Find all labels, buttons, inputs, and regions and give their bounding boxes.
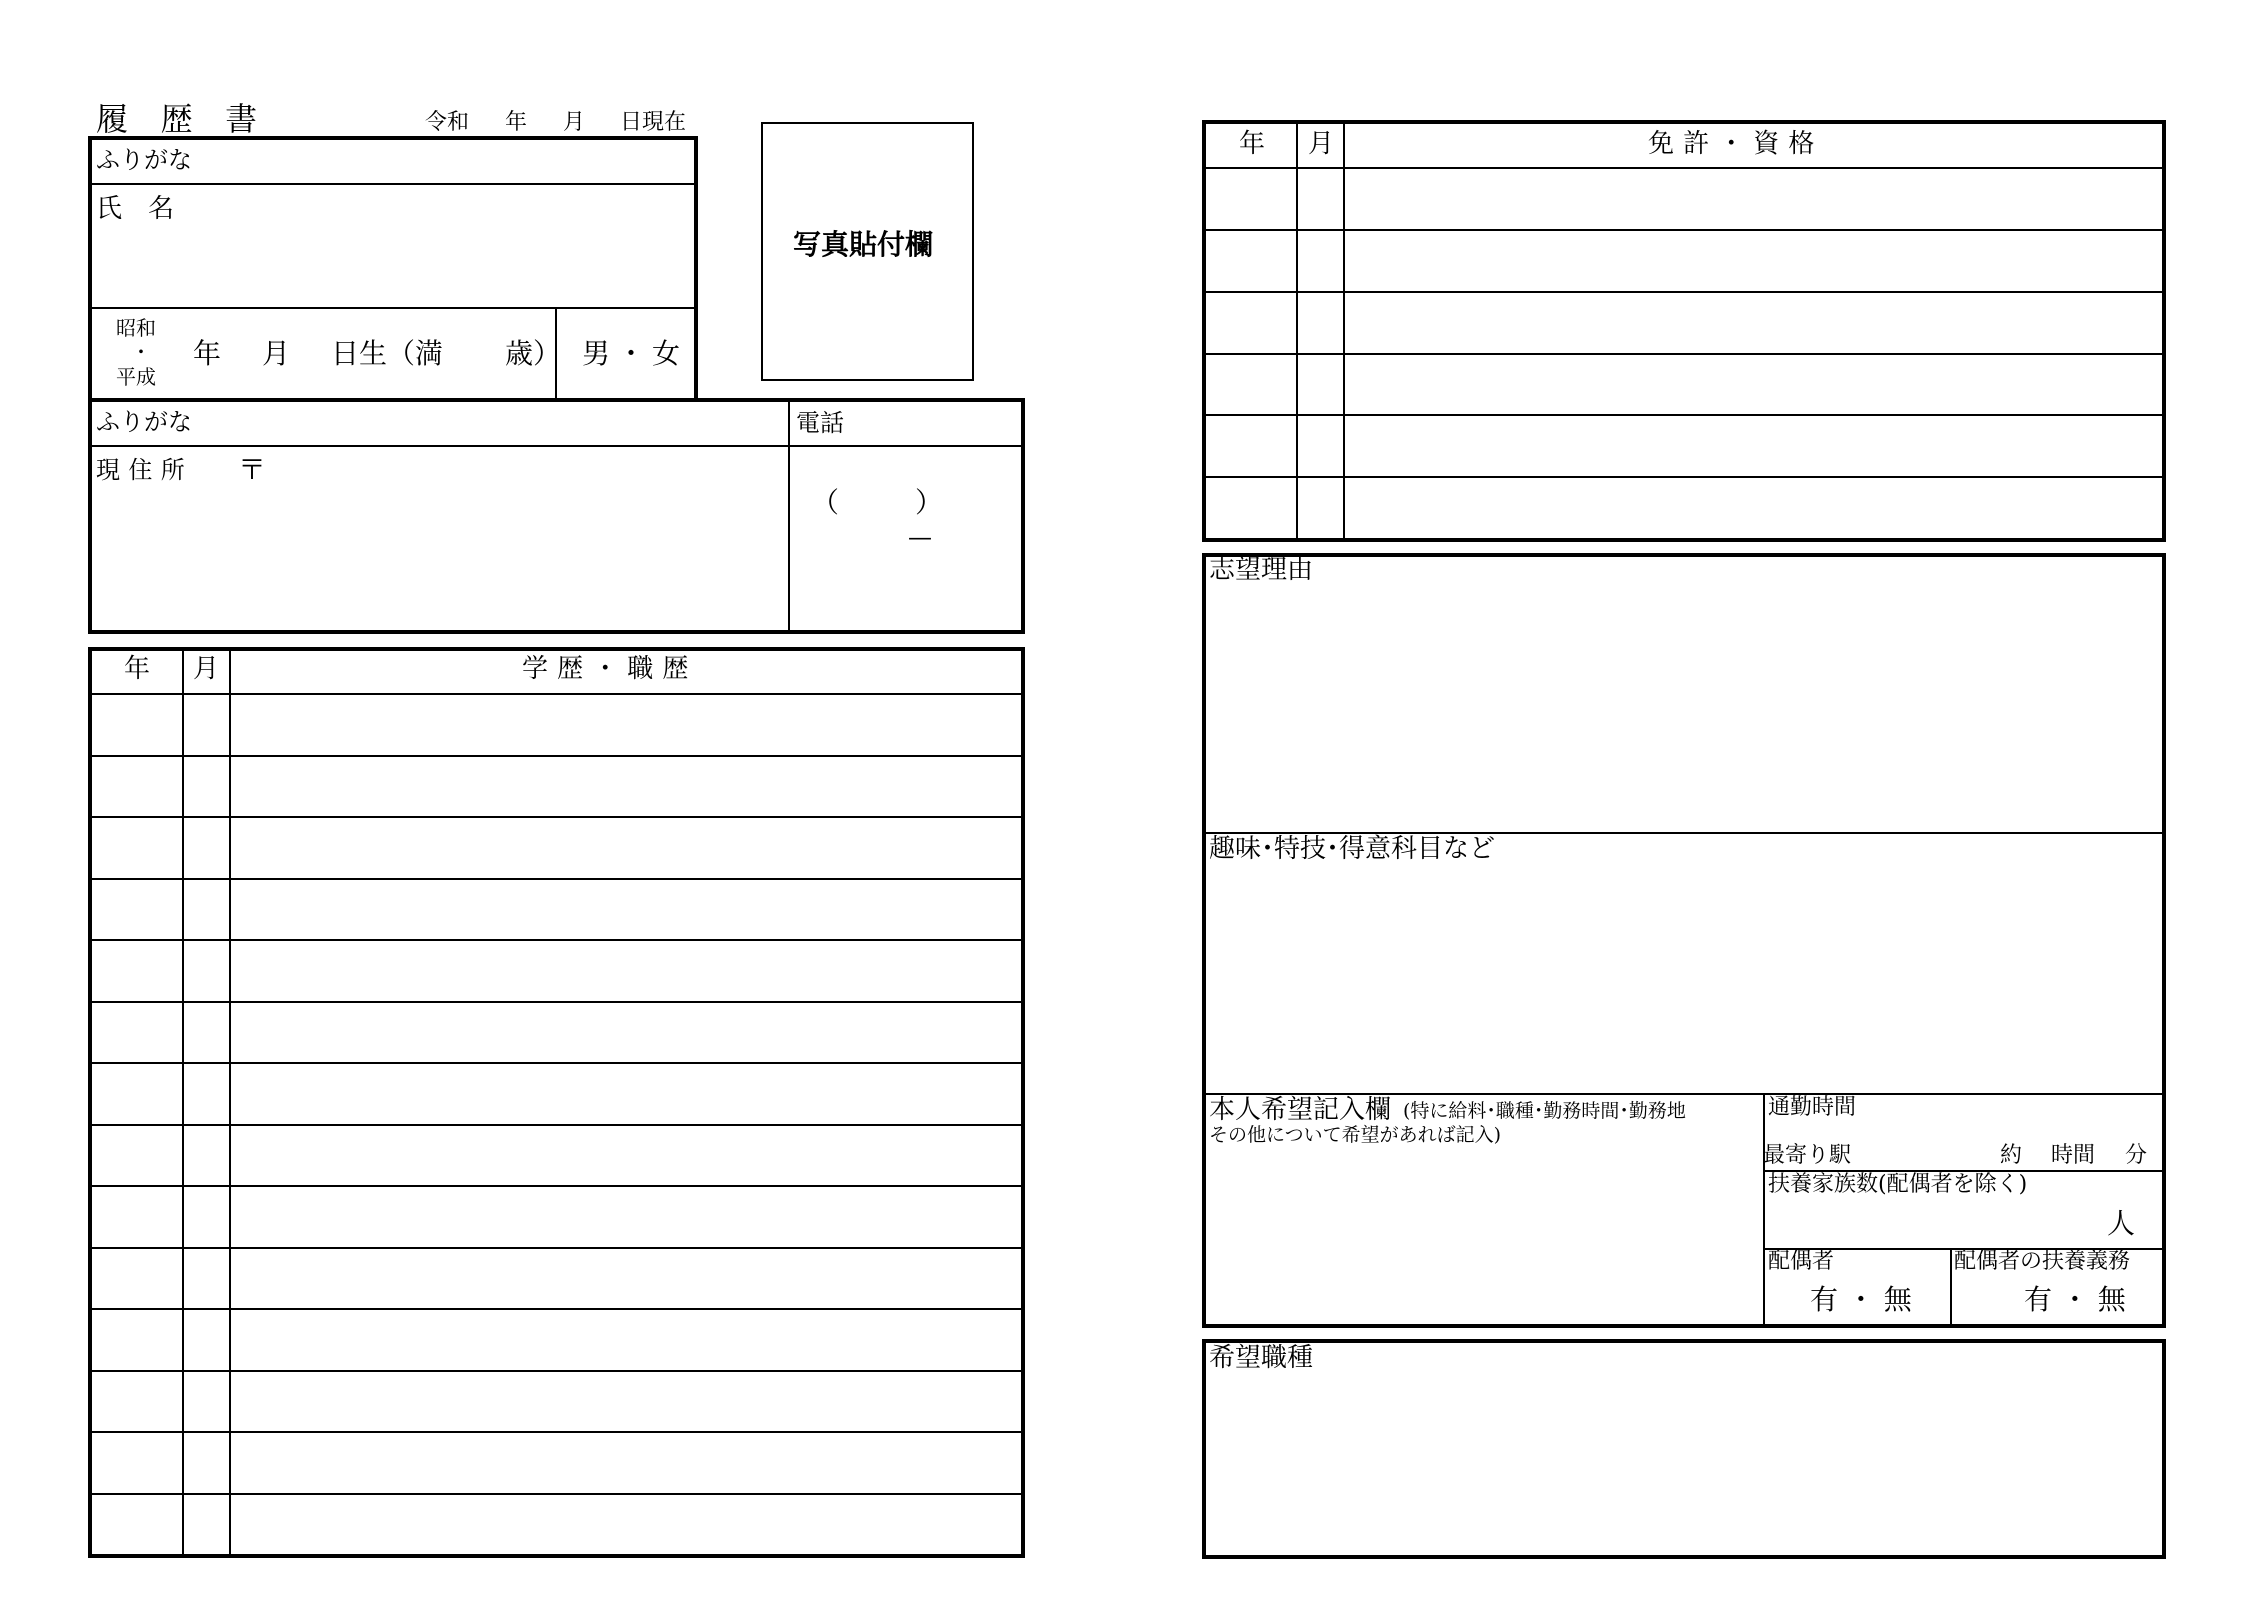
age-label: 歳）	[505, 337, 562, 370]
history-row-13-year-cell[interactable]	[94, 1434, 180, 1491]
commute-minutes-label: 分	[2125, 1143, 2148, 1168]
history-row-divider	[92, 1062, 1021, 1064]
history-row-10-month-cell[interactable]	[184, 1250, 227, 1307]
history-col-month: 月	[193, 654, 220, 684]
license-row-divider	[1206, 167, 2162, 169]
history-row-divider	[92, 878, 1021, 880]
history-row-divider	[92, 1308, 1021, 1310]
license-col-month: 月	[1308, 129, 1335, 159]
history-row-8-content-cell[interactable]	[231, 1127, 1019, 1184]
era-heisei-label: 平成	[116, 365, 156, 389]
history-row-12-month-cell[interactable]	[184, 1373, 227, 1430]
history-row-2-month-cell[interactable]	[184, 758, 227, 815]
phone-area-close-paren: ）	[915, 486, 944, 519]
history-row-9-year-cell[interactable]	[94, 1188, 180, 1245]
history-row-14-month-cell[interactable]	[184, 1496, 227, 1553]
wishes-note-1: (特に給料･職種･勤務時間･勤務地	[1403, 1100, 1686, 1122]
history-row-7-month-cell[interactable]	[184, 1065, 227, 1122]
history-row-12-content-cell[interactable]	[231, 1373, 1019, 1430]
address-field[interactable]	[94, 450, 784, 628]
license-row-4-content-cell[interactable]	[1345, 356, 2160, 413]
birth-month-label: 月	[262, 337, 291, 370]
history-row-6-month-cell[interactable]	[184, 1004, 227, 1061]
wishes-field[interactable]	[1208, 1150, 1758, 1322]
address-label: 現住所	[96, 456, 194, 484]
history-row-divider	[92, 1185, 1021, 1187]
history-row-divider	[92, 816, 1021, 818]
hobbies-field[interactable]	[1208, 870, 2160, 1090]
history-row-1-content-cell[interactable]	[231, 696, 1019, 753]
wishes-note-2: その他について希望があれば記入)	[1209, 1124, 1502, 1146]
date-month-label: 月	[563, 110, 586, 135]
license-row-2-year-cell[interactable]	[1208, 232, 1294, 289]
history-row-13-month-cell[interactable]	[184, 1434, 227, 1491]
history-row-2-year-cell[interactable]	[94, 758, 180, 815]
history-row-10-year-cell[interactable]	[94, 1250, 180, 1307]
history-row-1-year-cell[interactable]	[94, 696, 180, 753]
birth-year-label: 年	[193, 337, 222, 370]
history-row-3-year-cell[interactable]	[94, 819, 180, 876]
history-row-3-month-cell[interactable]	[184, 819, 227, 876]
history-row-5-content-cell[interactable]	[231, 942, 1019, 999]
history-row-divider	[92, 1493, 1021, 1495]
spouse-label: 配偶者	[1768, 1249, 1835, 1274]
license-row-4-month-cell[interactable]	[1298, 356, 1341, 413]
photo-label: 写真貼付欄	[793, 229, 934, 260]
license-row-2-month-cell[interactable]	[1298, 232, 1341, 289]
license-row-divider	[1206, 353, 2162, 355]
name-furigana-label: ふりがな	[96, 146, 192, 174]
license-row-3-year-cell[interactable]	[1208, 294, 1294, 351]
history-row-divider	[92, 693, 1021, 695]
spouse-support-options[interactable]: 有 ・ 無	[2024, 1283, 2126, 1316]
history-col-year: 年	[124, 654, 151, 684]
history-row-4-month-cell[interactable]	[184, 881, 227, 938]
date-year-label: 年	[505, 110, 528, 135]
commute-approx-label: 約	[2000, 1143, 2023, 1168]
history-row-14-content-cell[interactable]	[231, 1496, 1019, 1553]
name-field[interactable]	[94, 188, 690, 303]
history-row-1-month-cell[interactable]	[184, 696, 227, 753]
gender-options[interactable]: 男・女	[582, 337, 688, 370]
phone-label: 電話	[796, 409, 844, 437]
license-row-1-year-cell[interactable]	[1208, 170, 1294, 227]
address-furigana-label: ふりがな	[96, 408, 192, 436]
spouse-options[interactable]: 有 ・ 無	[1810, 1283, 1912, 1316]
history-row-divider	[92, 939, 1021, 941]
license-row-5-content-cell[interactable]	[1345, 417, 2160, 474]
date-era-reiwa: 令和	[425, 110, 470, 135]
license-row-divider	[1206, 291, 2162, 293]
license-row-6-content-cell[interactable]	[1345, 479, 2160, 536]
license-row-4-year-cell[interactable]	[1208, 356, 1294, 413]
history-col-content: 学歴・職歴	[522, 654, 698, 684]
history-row-14-year-cell[interactable]	[94, 1496, 180, 1553]
history-row-9-month-cell[interactable]	[184, 1188, 227, 1245]
history-row-11-content-cell[interactable]	[231, 1311, 1019, 1368]
motivation-field[interactable]	[1208, 590, 2160, 830]
nearest-station-label: 最寄り駅	[1763, 1143, 1852, 1168]
name-label: 氏 名	[96, 194, 175, 224]
birth-day-label: 日生（満	[331, 337, 444, 370]
phone-dash: —	[908, 523, 932, 551]
form-title: 履 歴 書	[96, 100, 269, 138]
history-row-6-year-cell[interactable]	[94, 1004, 180, 1061]
spouse-support-label: 配偶者の扶養義務	[1954, 1249, 2131, 1274]
history-row-2-content-cell[interactable]	[231, 758, 1019, 815]
motivation-label: 志望理由	[1209, 555, 1314, 585]
history-row-5-month-cell[interactable]	[184, 942, 227, 999]
desired-job-field[interactable]	[1208, 1378, 2160, 1554]
desired-job-label: 希望職種	[1209, 1343, 1314, 1373]
license-row-1-content-cell[interactable]	[1345, 170, 2160, 227]
commute-hours-label: 時間	[2051, 1143, 2096, 1168]
history-row-3-content-cell[interactable]	[231, 819, 1019, 876]
history-row-12-year-cell[interactable]	[94, 1373, 180, 1430]
history-row-5-year-cell[interactable]	[94, 942, 180, 999]
history-row-13-content-cell[interactable]	[231, 1434, 1019, 1491]
era-separator: ・	[131, 340, 151, 364]
license-col-content: 免許・資格	[1648, 129, 1824, 159]
history-row-4-year-cell[interactable]	[94, 881, 180, 938]
phone-field[interactable]	[792, 450, 1020, 628]
history-row-11-year-cell[interactable]	[94, 1311, 180, 1368]
date-current-label: 日現在	[620, 110, 687, 135]
license-row-1-month-cell[interactable]	[1298, 170, 1341, 227]
license-row-divider	[1206, 476, 2162, 478]
history-row-divider	[92, 1370, 1021, 1372]
postal-mark: 〒	[238, 453, 267, 486]
history-row-divider	[92, 755, 1021, 757]
history-row-11-month-cell[interactable]	[184, 1311, 227, 1368]
license-col-year: 年	[1239, 129, 1266, 159]
license-row-3-month-cell[interactable]	[1298, 294, 1341, 351]
license-row-6-month-cell[interactable]	[1298, 479, 1341, 536]
license-row-5-year-cell[interactable]	[1208, 417, 1294, 474]
history-row-6-content-cell[interactable]	[231, 1004, 1019, 1061]
license-row-divider	[1206, 229, 2162, 231]
phone-area-open-paren: （	[811, 486, 840, 519]
history-row-8-month-cell[interactable]	[184, 1127, 227, 1184]
license-row-3-content-cell[interactable]	[1345, 294, 2160, 351]
era-showa-label: 昭和	[116, 316, 156, 340]
license-row-divider	[1206, 414, 2162, 416]
dependents-label: 扶養家族数(配偶者を除く)	[1768, 1172, 2028, 1197]
history-row-10-content-cell[interactable]	[231, 1250, 1019, 1307]
history-row-divider	[92, 1001, 1021, 1003]
wishes-label: 本人希望記入欄	[1209, 1095, 1392, 1125]
history-row-9-content-cell[interactable]	[231, 1188, 1019, 1245]
history-row-4-content-cell[interactable]	[231, 881, 1019, 938]
history-row-divider	[92, 1431, 1021, 1433]
history-row-8-year-cell[interactable]	[94, 1127, 180, 1184]
commute-time-label: 通勤時間	[1768, 1095, 1857, 1120]
history-row-divider	[92, 1124, 1021, 1126]
history-row-7-content-cell[interactable]	[231, 1065, 1019, 1122]
history-row-divider	[92, 1247, 1021, 1249]
license-row-6-year-cell[interactable]	[1208, 479, 1294, 536]
history-row-7-year-cell[interactable]	[94, 1065, 180, 1122]
dependents-unit: 人	[2107, 1207, 2136, 1240]
hobbies-label: 趣味･特技･得意科目など	[1209, 834, 1496, 864]
license-row-5-month-cell[interactable]	[1298, 417, 1341, 474]
license-row-2-content-cell[interactable]	[1345, 232, 2160, 289]
